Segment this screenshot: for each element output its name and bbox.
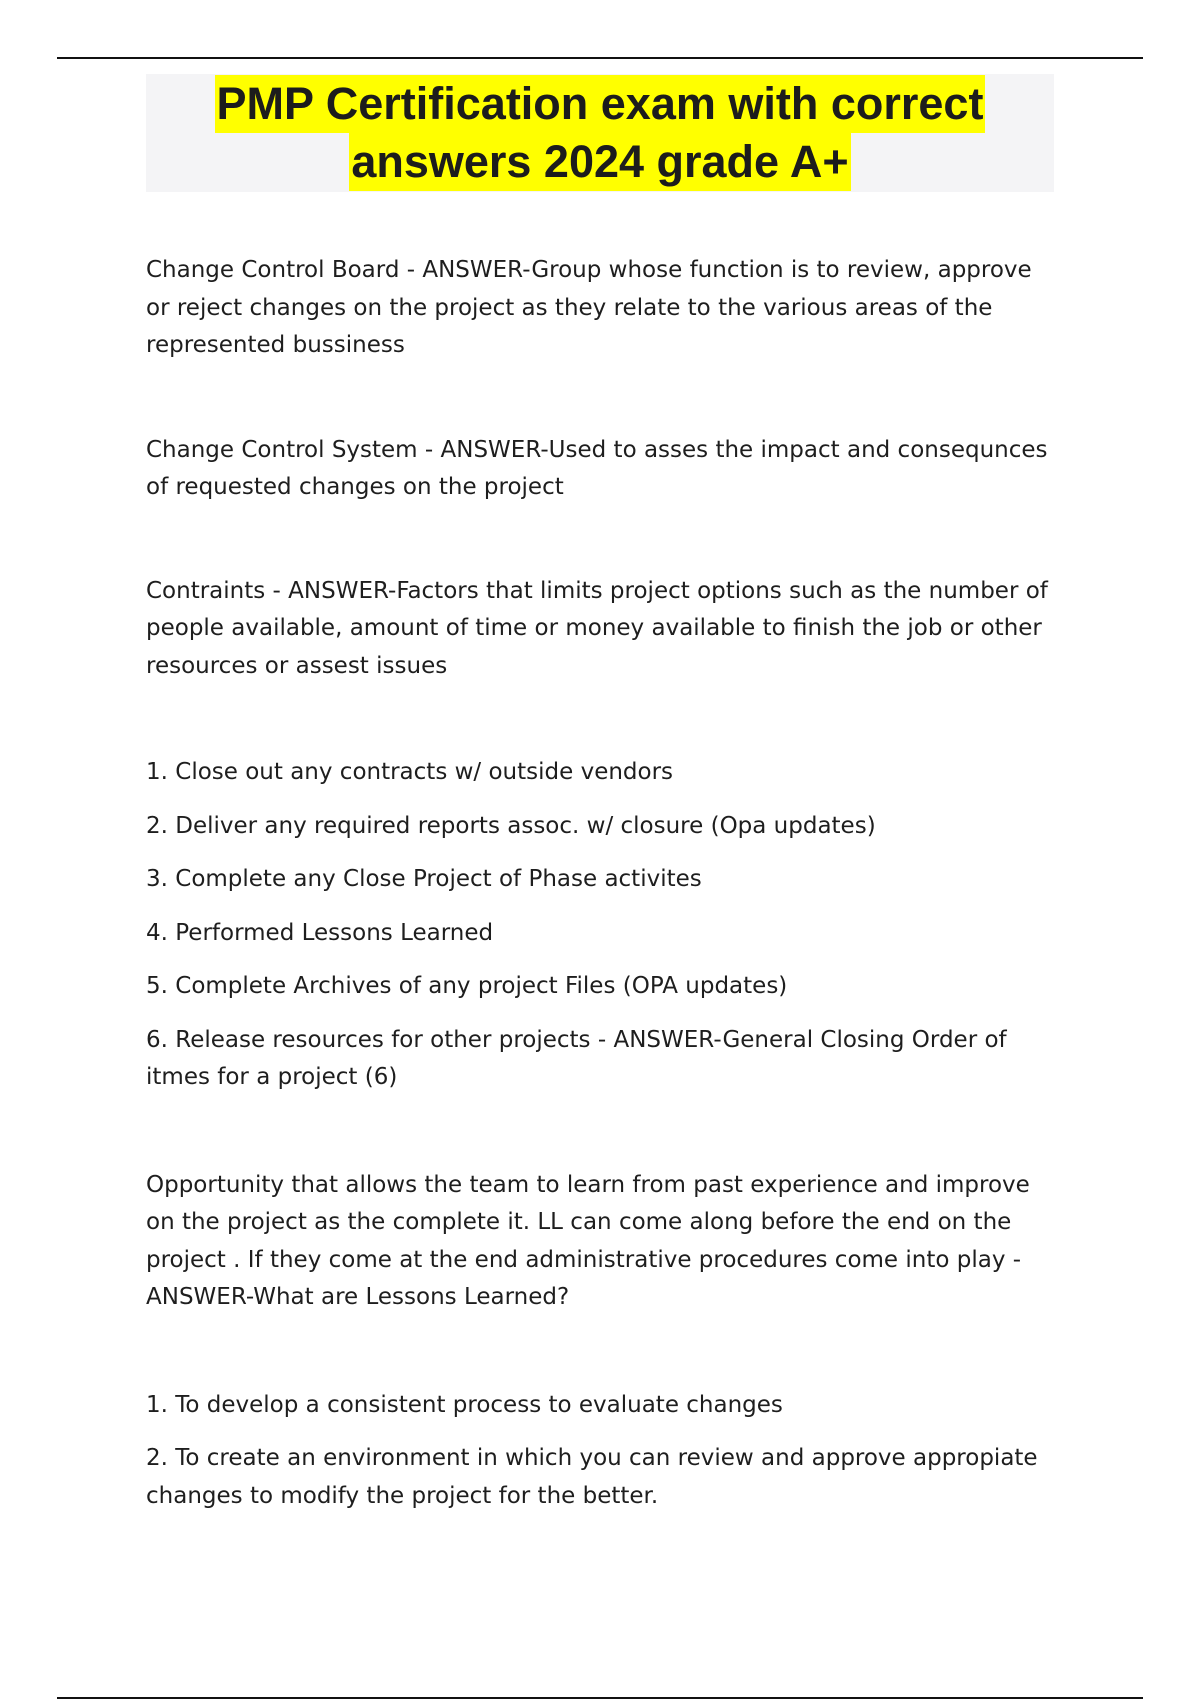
title-box bbox=[146, 74, 1054, 192]
entry-change-control-board: Change Control Board - ANSWER-Group whose function is to review, approve or reject changes on the project as they relate to the various areas of the represented bussiness bbox=[146, 257, 1032, 358]
list-item: 2. Deliver any required reports assoc. w/ closure (Opa updates) bbox=[146, 812, 876, 839]
list-item: 1. Close out any contracts w/ outside vendors bbox=[146, 759, 674, 785]
list-item: 5. Complete Archives of any project Files (OPA updates) bbox=[146, 973, 788, 999]
bottom-divider bbox=[57, 1697, 1143, 1699]
list-item: 6. Release resources for other projects - ANSWER-General Closing Order of itmes for a project (6) bbox=[146, 1026, 1007, 1090]
closing-order-list bbox=[146, 754, 1056, 1097]
document-body bbox=[146, 252, 1056, 1515]
document-title-line-2: answers 2024 grade A+ bbox=[349, 133, 850, 191]
list-item: 3. Complete any Close Project of Phase activites bbox=[146, 866, 702, 892]
top-divider bbox=[57, 57, 1143, 59]
document-title-line-1: PMP Certification exam with correct bbox=[215, 75, 986, 133]
list-item: 2. To create an environment in which you can review and approve appropiate changes to modify the project for the better. bbox=[146, 1445, 1038, 1509]
change-control-purpose-list bbox=[146, 1387, 1056, 1516]
entry-change-control-system: Change Control System - ANSWER-Used to asses the impact and consequnces of requested changes on the project bbox=[146, 436, 1048, 500]
list-item: 1. To develop a consistent process to evaluate changes bbox=[146, 1391, 783, 1418]
list-item: 4. Performed Lessons Learned bbox=[146, 919, 494, 946]
entry-constraints: Contraints - ANSWER-Factors that limits project options such as the number of people available, amount of time or money available to finish the job or other resources or assest issues bbox=[146, 577, 1048, 679]
entry-lessons-learned: Opportunity that allows the team to learn from past experience and improve on the project as the complete it. LL can come along before the end on the project . If they come at the end administrative procedures come into play - ANSWER-What are Lessons Learned? bbox=[146, 1171, 1030, 1310]
